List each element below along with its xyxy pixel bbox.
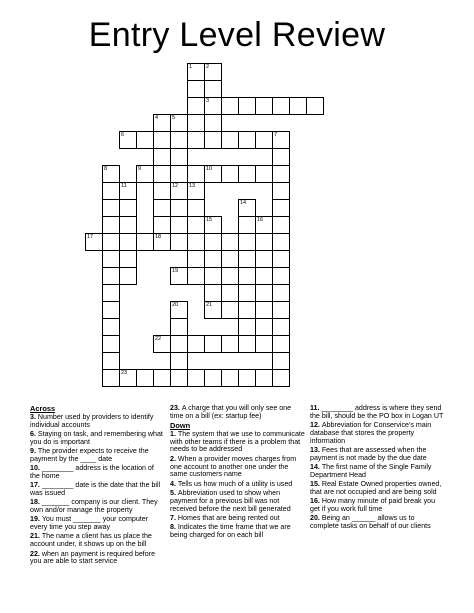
clue-number: 7 <box>274 132 278 138</box>
clue-number: 4. <box>170 479 178 488</box>
grid-cell[interactable] <box>272 165 290 183</box>
grid-cell[interactable] <box>119 216 137 234</box>
grid-cell[interactable] <box>204 165 222 183</box>
grid-cell[interactable] <box>153 114 171 132</box>
clue-number: 1 <box>189 64 193 70</box>
grid-cell[interactable] <box>272 267 290 285</box>
clue-number: 1. <box>170 429 178 438</box>
grid-cell[interactable] <box>187 335 205 353</box>
grid-cell[interactable] <box>221 233 239 251</box>
grid-cell[interactable] <box>102 233 120 251</box>
grid-cell[interactable] <box>119 199 137 217</box>
grid-cell[interactable] <box>102 284 120 302</box>
clue-text: Abbreviation for Conservice's main database that stores the property information <box>310 421 432 445</box>
grid-cell[interactable] <box>102 250 120 268</box>
clues-column-1 <box>30 405 164 568</box>
clue <box>30 414 164 430</box>
grid-cell[interactable] <box>187 369 205 387</box>
grid-cell[interactable] <box>255 301 273 319</box>
clue-number: 3 <box>206 98 210 104</box>
clue-number: 10 <box>206 166 213 172</box>
grid-cell[interactable] <box>153 131 171 149</box>
grid-cell[interactable] <box>221 131 239 149</box>
grid-cell[interactable] <box>153 216 171 234</box>
grid-cell[interactable] <box>255 131 273 149</box>
clue-number: 11. <box>310 404 322 412</box>
grid-cell[interactable] <box>119 182 137 200</box>
clue-number: 18. <box>30 498 42 507</box>
grid-cell[interactable] <box>187 250 205 268</box>
grid-cell[interactable] <box>153 335 171 353</box>
grid-cell[interactable] <box>170 199 188 217</box>
grid-cell[interactable] <box>289 97 307 115</box>
grid-cell[interactable] <box>255 165 273 183</box>
grid-cell[interactable] <box>272 250 290 268</box>
clues-column-2 <box>170 405 305 541</box>
grid-cell[interactable] <box>187 216 205 234</box>
grid-cell[interactable] <box>153 148 171 166</box>
clue <box>30 448 164 464</box>
clue-number: 6. <box>30 429 38 438</box>
grid-cell[interactable] <box>221 267 239 285</box>
grid-cell[interactable] <box>272 216 290 234</box>
grid-cell[interactable] <box>255 216 273 234</box>
grid-cell[interactable] <box>221 97 239 115</box>
grid-cell[interactable] <box>238 250 256 268</box>
clue-number: 23. <box>170 404 182 412</box>
grid-cell[interactable] <box>102 335 120 353</box>
clue-text: Real Estate Owned properties owned, that are not occupied and are being sold <box>310 480 442 496</box>
grid-cell[interactable] <box>170 301 188 319</box>
clue-number: 3. <box>30 412 38 421</box>
grid-cell[interactable] <box>102 369 120 387</box>
clue-text: A charge that you will only see one time on a bill (ex: startup fee) <box>170 404 292 420</box>
clue-text: How many minute of paid break you get if you work full time <box>310 497 436 514</box>
clue-text: Indicates the time frame that we are being charged for on each bill <box>170 523 291 539</box>
clue-number: 6 <box>121 132 125 138</box>
clue-text: Tells us how much of a utility is used <box>177 479 293 488</box>
clue-number: 19. <box>30 515 42 524</box>
grid-cell[interactable] <box>238 165 256 183</box>
grid-cell[interactable] <box>306 97 324 115</box>
grid-cell[interactable] <box>255 233 273 251</box>
across-clue-list-continued <box>170 405 305 421</box>
clue-number: 20 <box>172 302 179 308</box>
grid-cell[interactable] <box>238 284 256 302</box>
clue-number: 15 <box>206 217 213 223</box>
across-heading: Across <box>30 404 56 413</box>
grid-cell[interactable] <box>136 369 154 387</box>
clue-text: The first name of the Single Family Department Head <box>310 463 432 479</box>
grid-cell[interactable] <box>102 352 120 370</box>
grid-cell[interactable] <box>102 267 120 285</box>
clue-text: The system that we use to communicate with other teams if there is a problem that needs to be addressed <box>170 429 305 454</box>
clue-number: 11 <box>121 183 127 189</box>
grid-cell[interactable] <box>170 318 188 336</box>
clue-number: 17. <box>30 481 42 490</box>
grid-cell[interactable] <box>238 267 256 285</box>
clue-number: 14 <box>240 200 247 206</box>
clue-number: 13 <box>189 183 196 189</box>
grid-cell[interactable] <box>170 114 188 132</box>
clue-number: 5. <box>170 488 178 497</box>
grid-cell[interactable] <box>187 97 205 115</box>
clue <box>310 422 445 445</box>
grid-cell[interactable] <box>136 131 154 149</box>
clue-text: ________ address is where they send the bill, should be the PO box in Logan UT <box>310 404 444 420</box>
grid-cell[interactable] <box>204 63 222 81</box>
clue-number: 14. <box>310 463 322 472</box>
grid-cell[interactable] <box>204 131 222 149</box>
grid-cell[interactable] <box>221 369 239 387</box>
clue-text: ________ date is the date that the bill was issued <box>30 481 161 497</box>
grid-cell[interactable] <box>272 369 290 387</box>
grid-cell[interactable] <box>170 352 188 370</box>
down-clue-list-continued <box>310 405 445 531</box>
grid-cell[interactable] <box>272 131 290 149</box>
grid-cell[interactable] <box>119 131 137 149</box>
clue-number: 19 <box>172 268 179 274</box>
grid-cell[interactable] <box>187 199 205 217</box>
across-clue-list <box>30 414 164 566</box>
clue <box>30 516 164 532</box>
clue-text: _______ company is our client. They own and/or manage the property <box>30 498 158 515</box>
clue-number: 18 <box>155 234 162 240</box>
grid-cell[interactable] <box>272 301 290 319</box>
grid-cell[interactable] <box>272 97 290 115</box>
grid-cell[interactable] <box>204 335 222 353</box>
clue-number: 22. <box>30 549 42 558</box>
grid-cell[interactable] <box>272 148 290 166</box>
grid-cell[interactable] <box>187 80 205 98</box>
clue <box>30 482 164 498</box>
clue-text: ________ address is the location of the home <box>30 464 154 480</box>
clue-number: 16 <box>257 217 264 223</box>
clue <box>170 515 305 523</box>
clue-number: 22 <box>155 336 162 342</box>
grid-cell[interactable] <box>187 114 205 132</box>
grid-cell[interactable] <box>102 318 120 336</box>
grid-cell[interactable] <box>204 250 222 268</box>
grid-cell[interactable] <box>204 284 222 302</box>
grid-cell[interactable] <box>170 233 188 251</box>
clue <box>170 481 305 489</box>
clue-number: 16. <box>310 497 322 506</box>
grid-cell[interactable] <box>170 131 188 149</box>
grid-cell[interactable] <box>187 233 205 251</box>
grid-cell[interactable] <box>119 250 137 268</box>
clue-text: The provider expects to receive the payment by the ____ date <box>30 446 149 463</box>
grid-cell[interactable] <box>170 216 188 234</box>
grid-cell[interactable] <box>238 233 256 251</box>
clue-number: 20. <box>310 514 322 523</box>
grid-cell[interactable] <box>153 199 171 217</box>
grid-cell[interactable] <box>119 233 137 251</box>
clue <box>310 464 445 480</box>
grid-cell[interactable] <box>221 301 239 319</box>
clue-number: 9. <box>30 446 38 455</box>
grid-cell[interactable] <box>119 369 137 387</box>
grid-cell[interactable] <box>187 182 205 200</box>
grid-cell[interactable] <box>170 335 188 353</box>
clue-number: 17 <box>87 234 94 240</box>
clue-number: 23 <box>121 370 128 376</box>
clue-number: 8. <box>170 523 178 532</box>
grid-cell[interactable] <box>255 284 273 302</box>
grid-cell[interactable] <box>238 131 256 149</box>
clue-text: Number used by providers to identify individual accounts <box>30 412 154 429</box>
clue-number: 15. <box>310 480 322 489</box>
grid-cell[interactable] <box>170 165 188 183</box>
clue-number: 12 <box>172 183 179 189</box>
grid-cell[interactable] <box>102 165 120 183</box>
clue <box>310 405 445 421</box>
grid-cell[interactable] <box>204 369 222 387</box>
grid-cell[interactable] <box>238 199 256 217</box>
clue-text: You must _______ your computer every time you step away <box>30 515 149 532</box>
clue <box>170 490 305 513</box>
clue <box>170 431 305 454</box>
grid-cell[interactable] <box>102 216 120 234</box>
grid-cell[interactable] <box>204 267 222 285</box>
clue <box>30 533 164 549</box>
clue-number: 8 <box>104 166 108 172</box>
grid-cell[interactable] <box>272 352 290 370</box>
grid-cell[interactable] <box>255 250 273 268</box>
clue <box>30 465 164 481</box>
grid-cell[interactable] <box>187 63 205 81</box>
clue <box>310 498 445 514</box>
grid-cell[interactable] <box>272 335 290 353</box>
grid-cell[interactable] <box>204 80 222 98</box>
grid-cell[interactable] <box>153 182 171 200</box>
grid-cell[interactable] <box>102 199 120 217</box>
grid-cell[interactable] <box>187 165 205 183</box>
clue-number: 10. <box>30 464 42 473</box>
grid-cell[interactable] <box>187 267 205 285</box>
clue-number: 7. <box>170 513 178 522</box>
grid-cell[interactable] <box>255 97 273 115</box>
grid-cell[interactable] <box>170 267 188 285</box>
grid-cell[interactable] <box>272 199 290 217</box>
grid-cell[interactable] <box>85 233 103 251</box>
grid-cell[interactable] <box>221 165 239 183</box>
grid-cell[interactable] <box>170 369 188 387</box>
grid-cell[interactable] <box>187 131 205 149</box>
clue-text: Staying on task, and remembering what you do is important <box>30 429 163 446</box>
clue-number: 21. <box>30 532 42 541</box>
clue <box>30 551 164 567</box>
grid-cell[interactable] <box>238 301 256 319</box>
grid-cell[interactable] <box>153 233 171 251</box>
clue-text: The name a client has us place the account under, it shows up on the bill <box>30 532 152 549</box>
grid-cell[interactable] <box>119 267 137 285</box>
clue-text: when an payment is required before you are able to start service <box>30 549 156 566</box>
grid-cell[interactable] <box>136 165 154 183</box>
clue <box>170 524 305 540</box>
clue-text: Being an ______ allows us to complete tasks on behalf of our clients <box>310 514 431 531</box>
grid-cell[interactable] <box>238 97 256 115</box>
clue-number: 2. <box>170 454 178 463</box>
clue-number: 5 <box>172 115 176 121</box>
grid-cell[interactable] <box>221 335 239 353</box>
grid-cell[interactable] <box>204 114 222 132</box>
grid-cell[interactable] <box>170 148 188 166</box>
clue <box>170 456 305 479</box>
grid-cell[interactable] <box>102 182 120 200</box>
grid-cell[interactable] <box>272 284 290 302</box>
clue-number: 4 <box>155 115 159 121</box>
clue <box>30 431 164 447</box>
clue-text: Abbreviation used to show when payment for a previous bill was not received before the next bill generated <box>170 488 291 513</box>
clue-text: Fees that are assessed when the payment is not made by the due date <box>310 445 427 462</box>
grid-cell[interactable] <box>204 216 222 234</box>
down-heading: Down <box>170 421 191 431</box>
grid-cell[interactable] <box>238 318 256 336</box>
grid-cell[interactable] <box>272 182 290 200</box>
clue-number: 9 <box>138 166 142 172</box>
grid-cell[interactable] <box>255 369 273 387</box>
down-clue-list <box>170 431 305 540</box>
grid-cell[interactable] <box>170 182 188 200</box>
grid-cell[interactable] <box>255 267 273 285</box>
grid-cell[interactable] <box>238 335 256 353</box>
clue-number: 12. <box>310 421 322 430</box>
grid-cell[interactable] <box>272 233 290 251</box>
clue-number: 2 <box>206 64 210 70</box>
grid-cell[interactable] <box>238 369 256 387</box>
grid-cell[interactable] <box>204 301 222 319</box>
clue-number: 21 <box>206 302 213 308</box>
grid-cell[interactable] <box>272 318 290 336</box>
grid-cell[interactable] <box>153 165 171 183</box>
grid-cell[interactable] <box>153 369 171 387</box>
clue-number: 13. <box>310 445 322 454</box>
clue <box>170 405 305 421</box>
grid-cell[interactable] <box>136 233 154 251</box>
clue <box>310 481 445 497</box>
puzzle-title: Entry Level Review <box>88 16 386 54</box>
grid-cell[interactable] <box>204 97 222 115</box>
clues-column-3 <box>310 405 445 532</box>
clue-text: When a provider moves charges from one account to another one under the same customers name <box>170 454 297 479</box>
grid-cell[interactable] <box>102 301 120 319</box>
clue-text: Homes that are being rented out <box>177 513 280 522</box>
clue <box>30 499 164 515</box>
clue <box>310 515 445 531</box>
clue <box>310 447 445 463</box>
grid-cell[interactable] <box>204 233 222 251</box>
grid-cell[interactable] <box>255 335 273 353</box>
grid-cell[interactable] <box>238 216 256 234</box>
